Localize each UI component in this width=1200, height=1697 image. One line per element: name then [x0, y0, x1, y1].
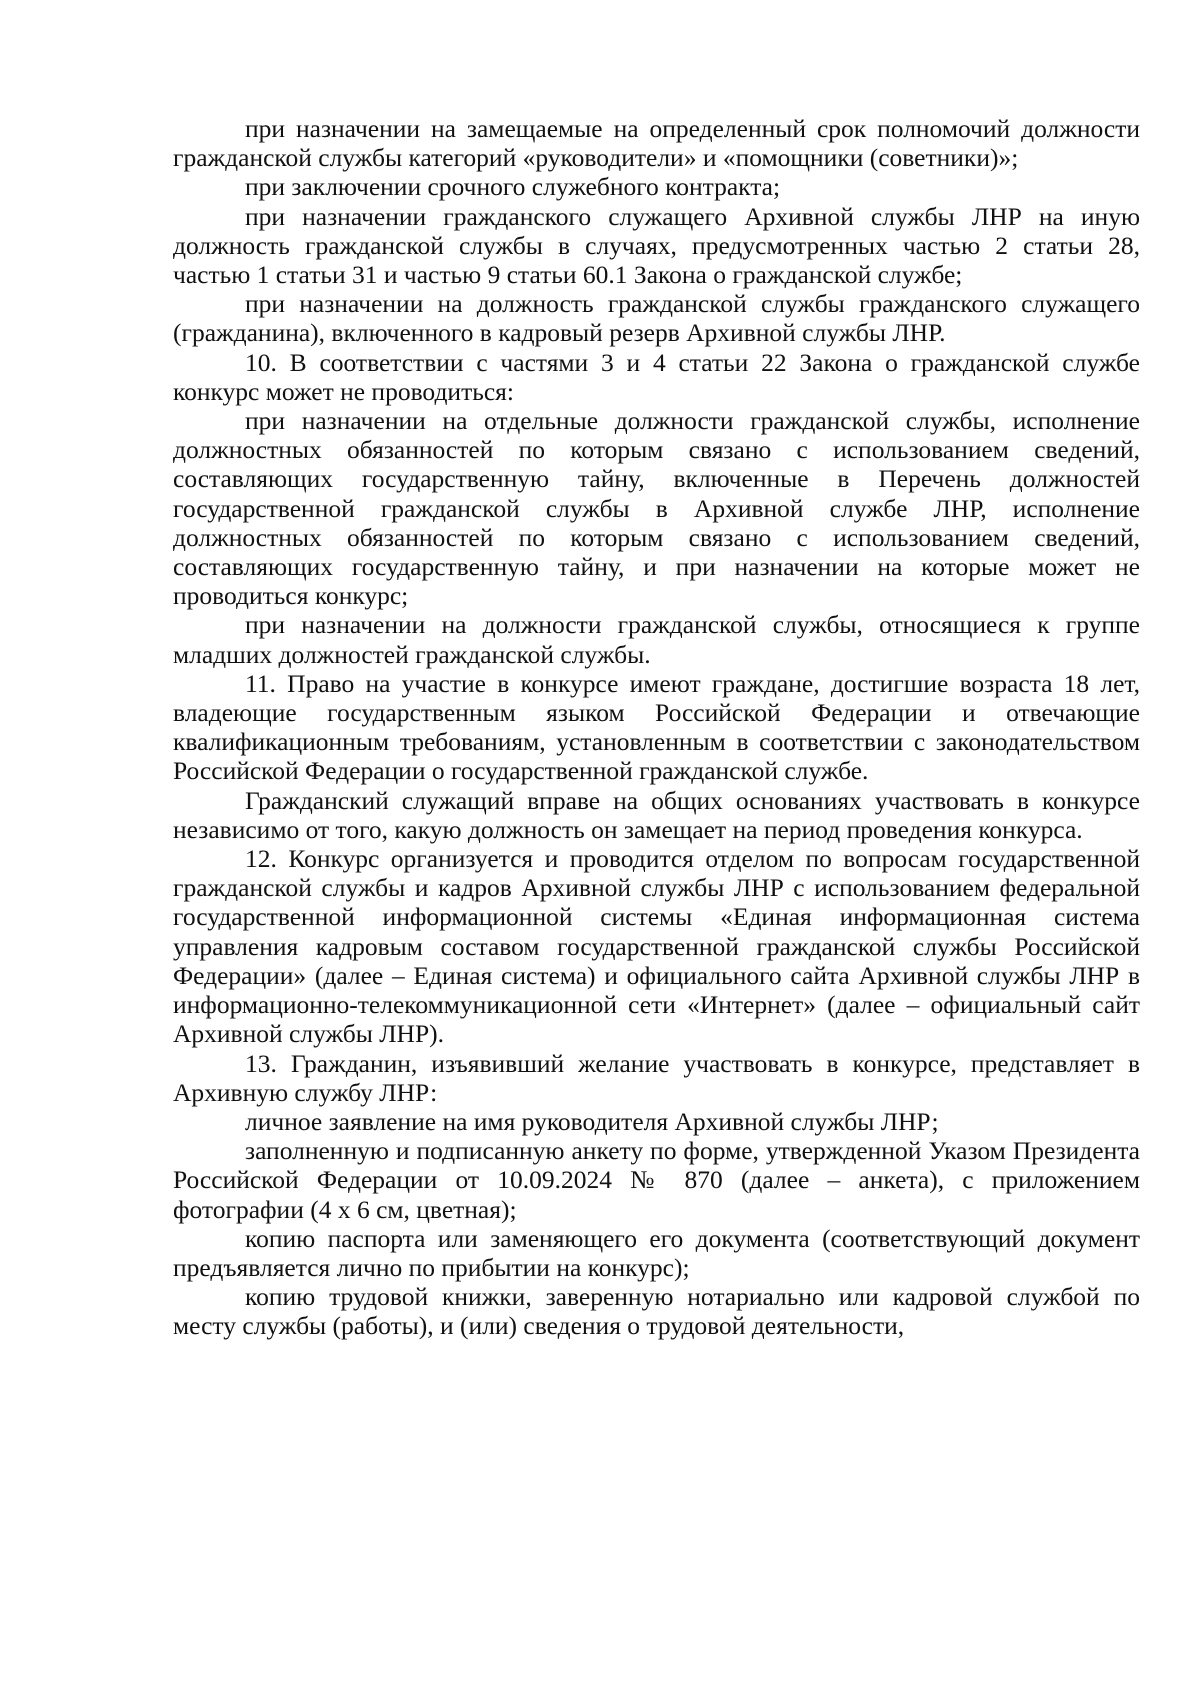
paragraph: копию трудовой книжки, заверенную нотариально или кадровой службой по месту службы (работы), и (или) сведения о трудовой деятельности,	[173, 1282, 1140, 1341]
paragraph: заполненную и подписанную анкету по форме, утвержденной Указом Президента Российской Федерации от 10.09.2024 № 870 (далее – анкета), с приложением фотографии (4 x 6 см, цветная);	[173, 1136, 1140, 1224]
paragraph: при заключении срочного служебного контракта;	[245, 172, 781, 202]
paragraph: при назначении на отдельные должности гражданской службы, исполнение должностных обязанностей по которым связано с использованием сведений, составляющих государственную тайну, включенные в Перечень должностей государственной гражданской службы в Архивной службе ЛНР, исполнение должностных обязанностей по которым связано с использованием сведений, составляющих государственную тайну, и при назначении на которые может не проводиться конкурс;	[173, 406, 1140, 611]
paragraph: 12. Конкурс организуется и проводится отделом по вопросам государственной гражданской службы и кадров Архивной службы ЛНР с использованием федеральной государственной информационной системы «Единая информационная система управления кадровым составом государственной гражданской службы Российской Федерации» (далее – Единая система) и официального сайта Архивной службы ЛНР в информационно-телекоммуникационной сети «Интернет» (далее – официальный сайт Архивной службы ЛНР).	[173, 844, 1140, 1049]
paragraph: при назначении на должности гражданской службы, относящиеся к группе младших должностей гражданской службы.	[173, 610, 1140, 669]
paragraph: при назначении на должность гражданской службы гражданского служащего (гражданина), включенного в кадровый резерв Архивной службы ЛНР.	[173, 289, 1140, 348]
paragraph: копию паспорта или заменяющего его документа (соответствующий документ предъявляется лично по прибытии на конкурс);	[173, 1223, 1140, 1282]
paragraph: 10. В соответствии с частями 3 и 4 статьи 22 Закона о гражданской службе конкурс может не проводиться:	[173, 347, 1140, 406]
paragraph: Гражданский служащий вправе на общих основаниях участвовать в конкурсе независимо от того, какую должность он замещает на период проведения конкурса.	[173, 785, 1140, 844]
paragraph: личное заявление на имя руководителя Архивной службы ЛНР;	[245, 1106, 939, 1136]
paragraph: при назначении гражданского служащего Архивной службы ЛНР на иную должность гражданской службы в случаях, предусмотренных частью 2 статьи 28, частью 1 статьи 31 и частью 9 статьи 60.1 Закона о гражданской службе;	[173, 201, 1140, 290]
paragraph: 11. Право на участие в конкурсе имеют граждане, достигшие возраста 18 лет, владеющие государственным языком Российской Федерации и отвечающие квалификационным требованиям, установленным в соответствии с законодательством Российской Федерации о государственной гражданской службе.	[173, 668, 1140, 786]
document-body	[173, 114, 1140, 1341]
paragraph: при назначении на замещаемые на определенный срок полномочий должности гражданской службы категорий «руководители» и «помощники (советники)»;	[173, 114, 1140, 173]
paragraph: 13. Гражданин, изъявивший желание участвовать в конкурсе, представляет в Архивную службу ЛНР:	[173, 1048, 1140, 1107]
